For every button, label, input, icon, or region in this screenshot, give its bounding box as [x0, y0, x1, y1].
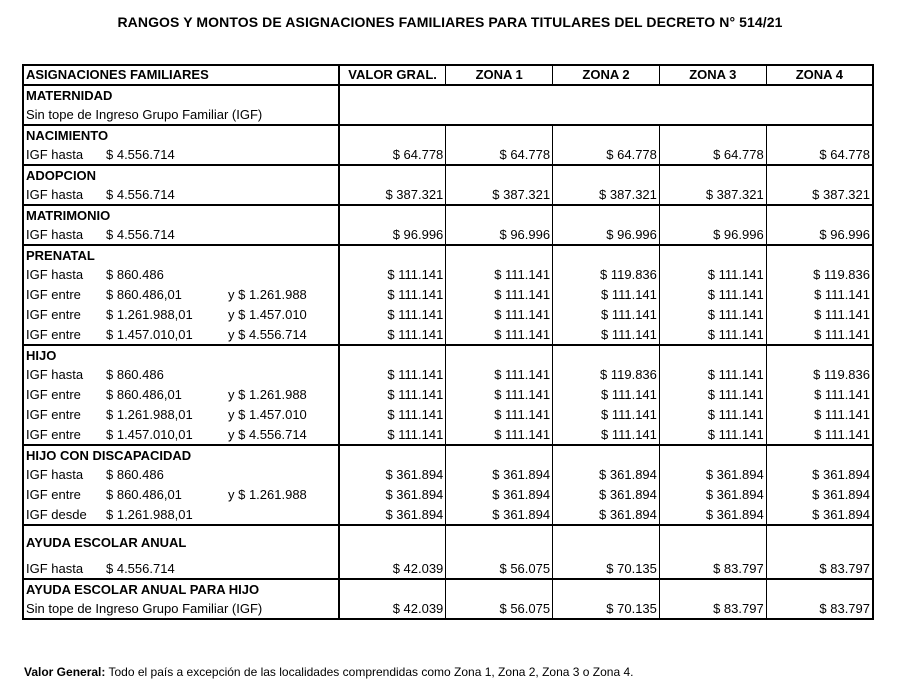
- range-label: [23, 425, 339, 445]
- table-row: [23, 385, 873, 405]
- amount-cell: $ 361.894: [659, 465, 766, 485]
- table-row: [23, 365, 873, 385]
- amount-cell: $ 111.141: [814, 407, 870, 422]
- range-from: $ 1.261.988,01: [106, 506, 193, 522]
- amount-cell: $ 56.075: [446, 599, 553, 619]
- empty-cell: [766, 245, 873, 265]
- amount-cell: $ 111.141: [446, 265, 553, 285]
- section-title: HIJO: [23, 345, 339, 365]
- range-label: [23, 145, 339, 165]
- table-row: [23, 145, 873, 165]
- range-from: $ 860.486: [106, 467, 164, 482]
- range-label: [23, 365, 339, 385]
- amount-cell: $ 111.141: [553, 325, 660, 345]
- amount-cell: $ 111.141: [446, 325, 553, 345]
- amount-cell: $ 42.039: [339, 559, 446, 579]
- range-label: [23, 485, 339, 505]
- amount-cell: $ 111.141: [339, 305, 446, 325]
- table-row: [23, 505, 873, 525]
- empty-cell: [553, 125, 660, 145]
- header-zona-4: ZONA 4: [766, 65, 873, 85]
- range-prefix: IGF entre: [26, 487, 81, 502]
- range-prefix: IGF hasta: [26, 226, 84, 242]
- amount-cell: $ 111.141: [659, 425, 766, 445]
- table-row: [23, 425, 873, 445]
- range-prefix: IGF hasta: [26, 367, 84, 382]
- range-prefix: IGF hasta: [26, 467, 84, 482]
- amount-cell: $ 387.321: [446, 185, 553, 205]
- header-zona-3: ZONA 3: [659, 65, 766, 85]
- amount-cell: $ 387.321: [339, 185, 446, 205]
- empty-cell: [659, 165, 766, 185]
- range-from: $ 860.486: [106, 367, 164, 382]
- empty-cell: [553, 345, 660, 365]
- amount-cell: $ 387.321: [659, 185, 766, 205]
- range-from: $ 1.457.010,01: [106, 426, 193, 442]
- amount-cell: $ 56.075: [446, 559, 553, 579]
- amount-cell: $ 70.135: [553, 559, 660, 579]
- range-prefix: IGF entre: [26, 387, 81, 402]
- empty-cell: [553, 165, 660, 185]
- amount-cell: $ 64.778: [659, 145, 766, 165]
- amount-cell: $ 361.894: [812, 487, 870, 502]
- section-title: AYUDA ESCOLAR ANUAL: [23, 525, 339, 559]
- allowances-table: [22, 64, 874, 620]
- amount-cell: $ 119.836: [553, 365, 660, 385]
- range-to: y $ 4.556.714: [228, 426, 307, 442]
- amount-cell: $ 111.141: [446, 285, 553, 305]
- header-valor-gral: VALOR GRAL.: [339, 65, 446, 85]
- amount-cell: $ 111.141: [814, 307, 870, 322]
- empty-cell: [339, 205, 446, 225]
- section-row: [23, 525, 873, 559]
- amount-cell: $ 361.894: [553, 505, 660, 525]
- empty-cell: [339, 445, 446, 465]
- amount-cell: $ 361.894: [446, 465, 553, 485]
- header-zona-1: ZONA 1: [446, 65, 553, 85]
- empty-cell: [339, 85, 873, 125]
- amount-cell: $ 111.141: [814, 426, 870, 442]
- amount-cell: $ 42.039: [339, 599, 446, 619]
- amount-cell: $ 111.141: [659, 285, 766, 305]
- empty-cell: [766, 165, 873, 185]
- empty-cell: [766, 345, 873, 365]
- amount-cell: $ 83.797: [659, 599, 766, 619]
- empty-cell: [659, 579, 766, 599]
- amount-cell: $ 96.996: [339, 225, 446, 245]
- amount-cell: $ 111.141: [659, 325, 766, 345]
- section-title: NACIMIENTO: [23, 125, 339, 145]
- section-row: [23, 205, 873, 225]
- range-prefix: IGF hasta: [26, 186, 84, 202]
- section-row: [23, 345, 873, 365]
- table-row: [23, 285, 873, 305]
- table-row: [23, 325, 873, 345]
- amount-cell: $ 111.141: [446, 385, 553, 405]
- range-from: $ 1.261.988,01: [106, 407, 193, 422]
- empty-cell: [446, 245, 553, 265]
- empty-cell: [553, 205, 660, 225]
- range-from: $ 4.556.714: [106, 560, 175, 576]
- amount-cell: $ 361.894: [812, 467, 870, 482]
- table-row: [23, 305, 873, 325]
- amount-cell: $ 111.141: [446, 305, 553, 325]
- amount-cell: $ 111.141: [339, 385, 446, 405]
- empty-cell: [659, 525, 766, 559]
- empty-cell: [659, 445, 766, 465]
- range-from: $ 4.556.714: [106, 186, 175, 202]
- range-label: [23, 559, 339, 579]
- amount-cell: $ 361.894: [812, 506, 870, 522]
- section-note: Sin tope de Ingreso Grupo Familiar (IGF): [23, 599, 339, 619]
- range-from: $ 4.556.714: [106, 226, 175, 242]
- range-label: [23, 505, 339, 525]
- table-row: [23, 185, 873, 205]
- empty-cell: [446, 445, 553, 465]
- empty-cell: [659, 125, 766, 145]
- range-label: [23, 285, 339, 305]
- amount-cell: $ 111.141: [659, 405, 766, 425]
- amount-cell: $ 361.894: [553, 485, 660, 505]
- table-row: [23, 559, 873, 579]
- section-row: [23, 245, 873, 265]
- empty-cell: [659, 245, 766, 265]
- amount-cell: $ 111.141: [553, 285, 660, 305]
- range-label: [23, 185, 339, 205]
- empty-cell: [446, 525, 553, 559]
- amount-cell: $ 387.321: [812, 186, 870, 202]
- empty-cell: [553, 445, 660, 465]
- amount-cell: $ 111.141: [339, 405, 446, 425]
- amount-cell: $ 111.141: [446, 365, 553, 385]
- section-title: MATERNIDAD: [23, 85, 339, 105]
- range-prefix: IGF entre: [26, 326, 81, 342]
- section-row: [23, 165, 873, 185]
- amount-cell: $ 361.894: [446, 485, 553, 505]
- range-to: y $ 1.457.010: [228, 307, 307, 322]
- section-title: ADOPCION: [23, 165, 339, 185]
- empty-cell: [446, 579, 553, 599]
- amount-cell: $ 361.894: [553, 465, 660, 485]
- range-from: $ 860.486: [106, 267, 164, 282]
- amount-cell: $ 111.141: [814, 387, 870, 402]
- amount-cell: $ 96.996: [659, 225, 766, 245]
- amount-cell: $ 111.141: [659, 265, 766, 285]
- range-to: y $ 4.556.714: [228, 326, 307, 342]
- amount-cell: $ 361.894: [659, 505, 766, 525]
- amount-cell: $ 111.141: [446, 425, 553, 445]
- amount-cell: $ 111.141: [553, 405, 660, 425]
- range-from: $ 1.261.988,01: [106, 307, 193, 322]
- amount-cell: $ 111.141: [553, 425, 660, 445]
- empty-cell: [446, 345, 553, 365]
- footnote-label: Valor General:: [24, 665, 106, 679]
- amount-cell: $ 111.141: [339, 285, 446, 305]
- range-from: $ 860.486,01: [106, 487, 182, 502]
- header-asignaciones: ASIGNACIONES FAMILIARES: [23, 65, 339, 85]
- empty-cell: [446, 205, 553, 225]
- amount-cell: $ 111.141: [659, 305, 766, 325]
- amount-cell: $ 111.141: [339, 265, 446, 285]
- range-prefix: IGF entre: [26, 407, 81, 422]
- range-to: y $ 1.261.988: [228, 387, 307, 402]
- empty-cell: [766, 579, 873, 599]
- empty-cell: [553, 245, 660, 265]
- table-row: [23, 405, 873, 425]
- amount-cell: $ 361.894: [339, 485, 446, 505]
- table-row: [23, 225, 873, 245]
- amount-cell: $ 96.996: [446, 225, 553, 245]
- empty-cell: [339, 125, 446, 145]
- section-row: [23, 445, 873, 465]
- table-row: [23, 599, 873, 619]
- table-row: [23, 485, 873, 505]
- amount-cell: $ 83.797: [819, 600, 870, 616]
- section-row: [23, 579, 873, 599]
- amount-cell: $ 111.141: [814, 326, 870, 342]
- amount-cell: $ 119.836: [813, 367, 870, 382]
- amount-cell: $ 64.778: [339, 145, 446, 165]
- empty-cell: [339, 345, 446, 365]
- page-title: RANGOS Y MONTOS DE ASIGNACIONES FAMILIARES PARA TITULARES DEL DECRETO N° 514/21: [117, 14, 783, 30]
- range-from: $ 4.556.714: [106, 146, 175, 162]
- empty-cell: [339, 245, 446, 265]
- range-label: [23, 405, 339, 425]
- empty-cell: [659, 205, 766, 225]
- amount-cell: $ 361.894: [339, 465, 446, 485]
- table-row: [23, 265, 873, 285]
- range-from: $ 860.486,01: [106, 387, 182, 402]
- empty-cell: [446, 125, 553, 145]
- range-label: [23, 325, 339, 345]
- range-label: [23, 385, 339, 405]
- empty-cell: [339, 165, 446, 185]
- amount-cell: $ 111.141: [659, 365, 766, 385]
- range-prefix: IGF hasta: [26, 146, 84, 162]
- section-title: MATRIMONIO: [23, 205, 339, 225]
- amount-cell: $ 64.778: [819, 146, 870, 162]
- empty-cell: [766, 525, 873, 559]
- range-label: [23, 465, 339, 485]
- amount-cell: $ 96.996: [553, 225, 660, 245]
- amount-cell: $ 387.321: [553, 185, 660, 205]
- amount-cell: $ 361.894: [446, 505, 553, 525]
- range-prefix: IGF desde: [26, 506, 87, 522]
- amount-cell: $ 361.894: [339, 505, 446, 525]
- range-to: y $ 1.261.988: [228, 287, 307, 302]
- amount-cell: $ 111.141: [659, 385, 766, 405]
- range-prefix: IGF entre: [26, 426, 81, 442]
- amount-cell: $ 119.836: [813, 267, 870, 282]
- range-prefix: IGF entre: [26, 307, 81, 322]
- amount-cell: $ 83.797: [659, 559, 766, 579]
- empty-cell: [446, 165, 553, 185]
- amount-cell: $ 111.141: [814, 287, 870, 302]
- amount-cell: $ 83.797: [819, 560, 870, 576]
- empty-cell: [766, 125, 873, 145]
- amount-cell: $ 96.996: [819, 226, 870, 242]
- range-prefix: IGF hasta: [26, 560, 84, 576]
- section-title: AYUDA ESCOLAR ANUAL PARA HIJO: [23, 579, 339, 599]
- header-zona-2: ZONA 2: [553, 65, 660, 85]
- empty-cell: [553, 525, 660, 559]
- amount-cell: $ 111.141: [553, 385, 660, 405]
- range-prefix: IGF hasta: [26, 267, 84, 282]
- table-row: [23, 465, 873, 485]
- footnote: [24, 665, 633, 679]
- section-note: Sin tope de Ingreso Grupo Familiar (IGF): [23, 105, 339, 125]
- amount-cell: $ 64.778: [446, 145, 553, 165]
- amount-cell: $ 111.141: [553, 305, 660, 325]
- empty-cell: [766, 445, 873, 465]
- section-title: PRENATAL: [23, 245, 339, 265]
- section-row: [23, 125, 873, 145]
- empty-cell: [659, 345, 766, 365]
- range-from: $ 1.457.010,01: [106, 326, 193, 342]
- empty-cell: [339, 525, 446, 559]
- amount-cell: $ 64.778: [553, 145, 660, 165]
- amount-cell: $ 111.141: [446, 405, 553, 425]
- empty-cell: [553, 579, 660, 599]
- range-from: $ 860.486,01: [106, 287, 182, 302]
- table-header-row: [23, 65, 873, 85]
- range-label: [23, 265, 339, 285]
- empty-cell: [766, 205, 873, 225]
- range-label: [23, 225, 339, 245]
- range-to: y $ 1.457.010: [228, 407, 307, 422]
- amount-cell: $ 119.836: [553, 265, 660, 285]
- section-row: [23, 85, 873, 105]
- amount-cell: $ 111.141: [339, 425, 446, 445]
- empty-cell: [339, 579, 446, 599]
- amount-cell: $ 111.141: [339, 325, 446, 345]
- range-prefix: IGF entre: [26, 287, 81, 302]
- range-label: [23, 305, 339, 325]
- amount-cell: $ 361.894: [659, 485, 766, 505]
- amount-cell: $ 70.135: [553, 599, 660, 619]
- section-title: HIJO CON DISCAPACIDAD: [23, 445, 339, 465]
- amount-cell: $ 111.141: [339, 365, 446, 385]
- footnote-text: Todo el país a excepción de las localidades comprendidas como Zona 1, Zona 2, Zona 3 o Zona 4.: [105, 665, 634, 679]
- range-to: y $ 1.261.988: [228, 487, 307, 502]
